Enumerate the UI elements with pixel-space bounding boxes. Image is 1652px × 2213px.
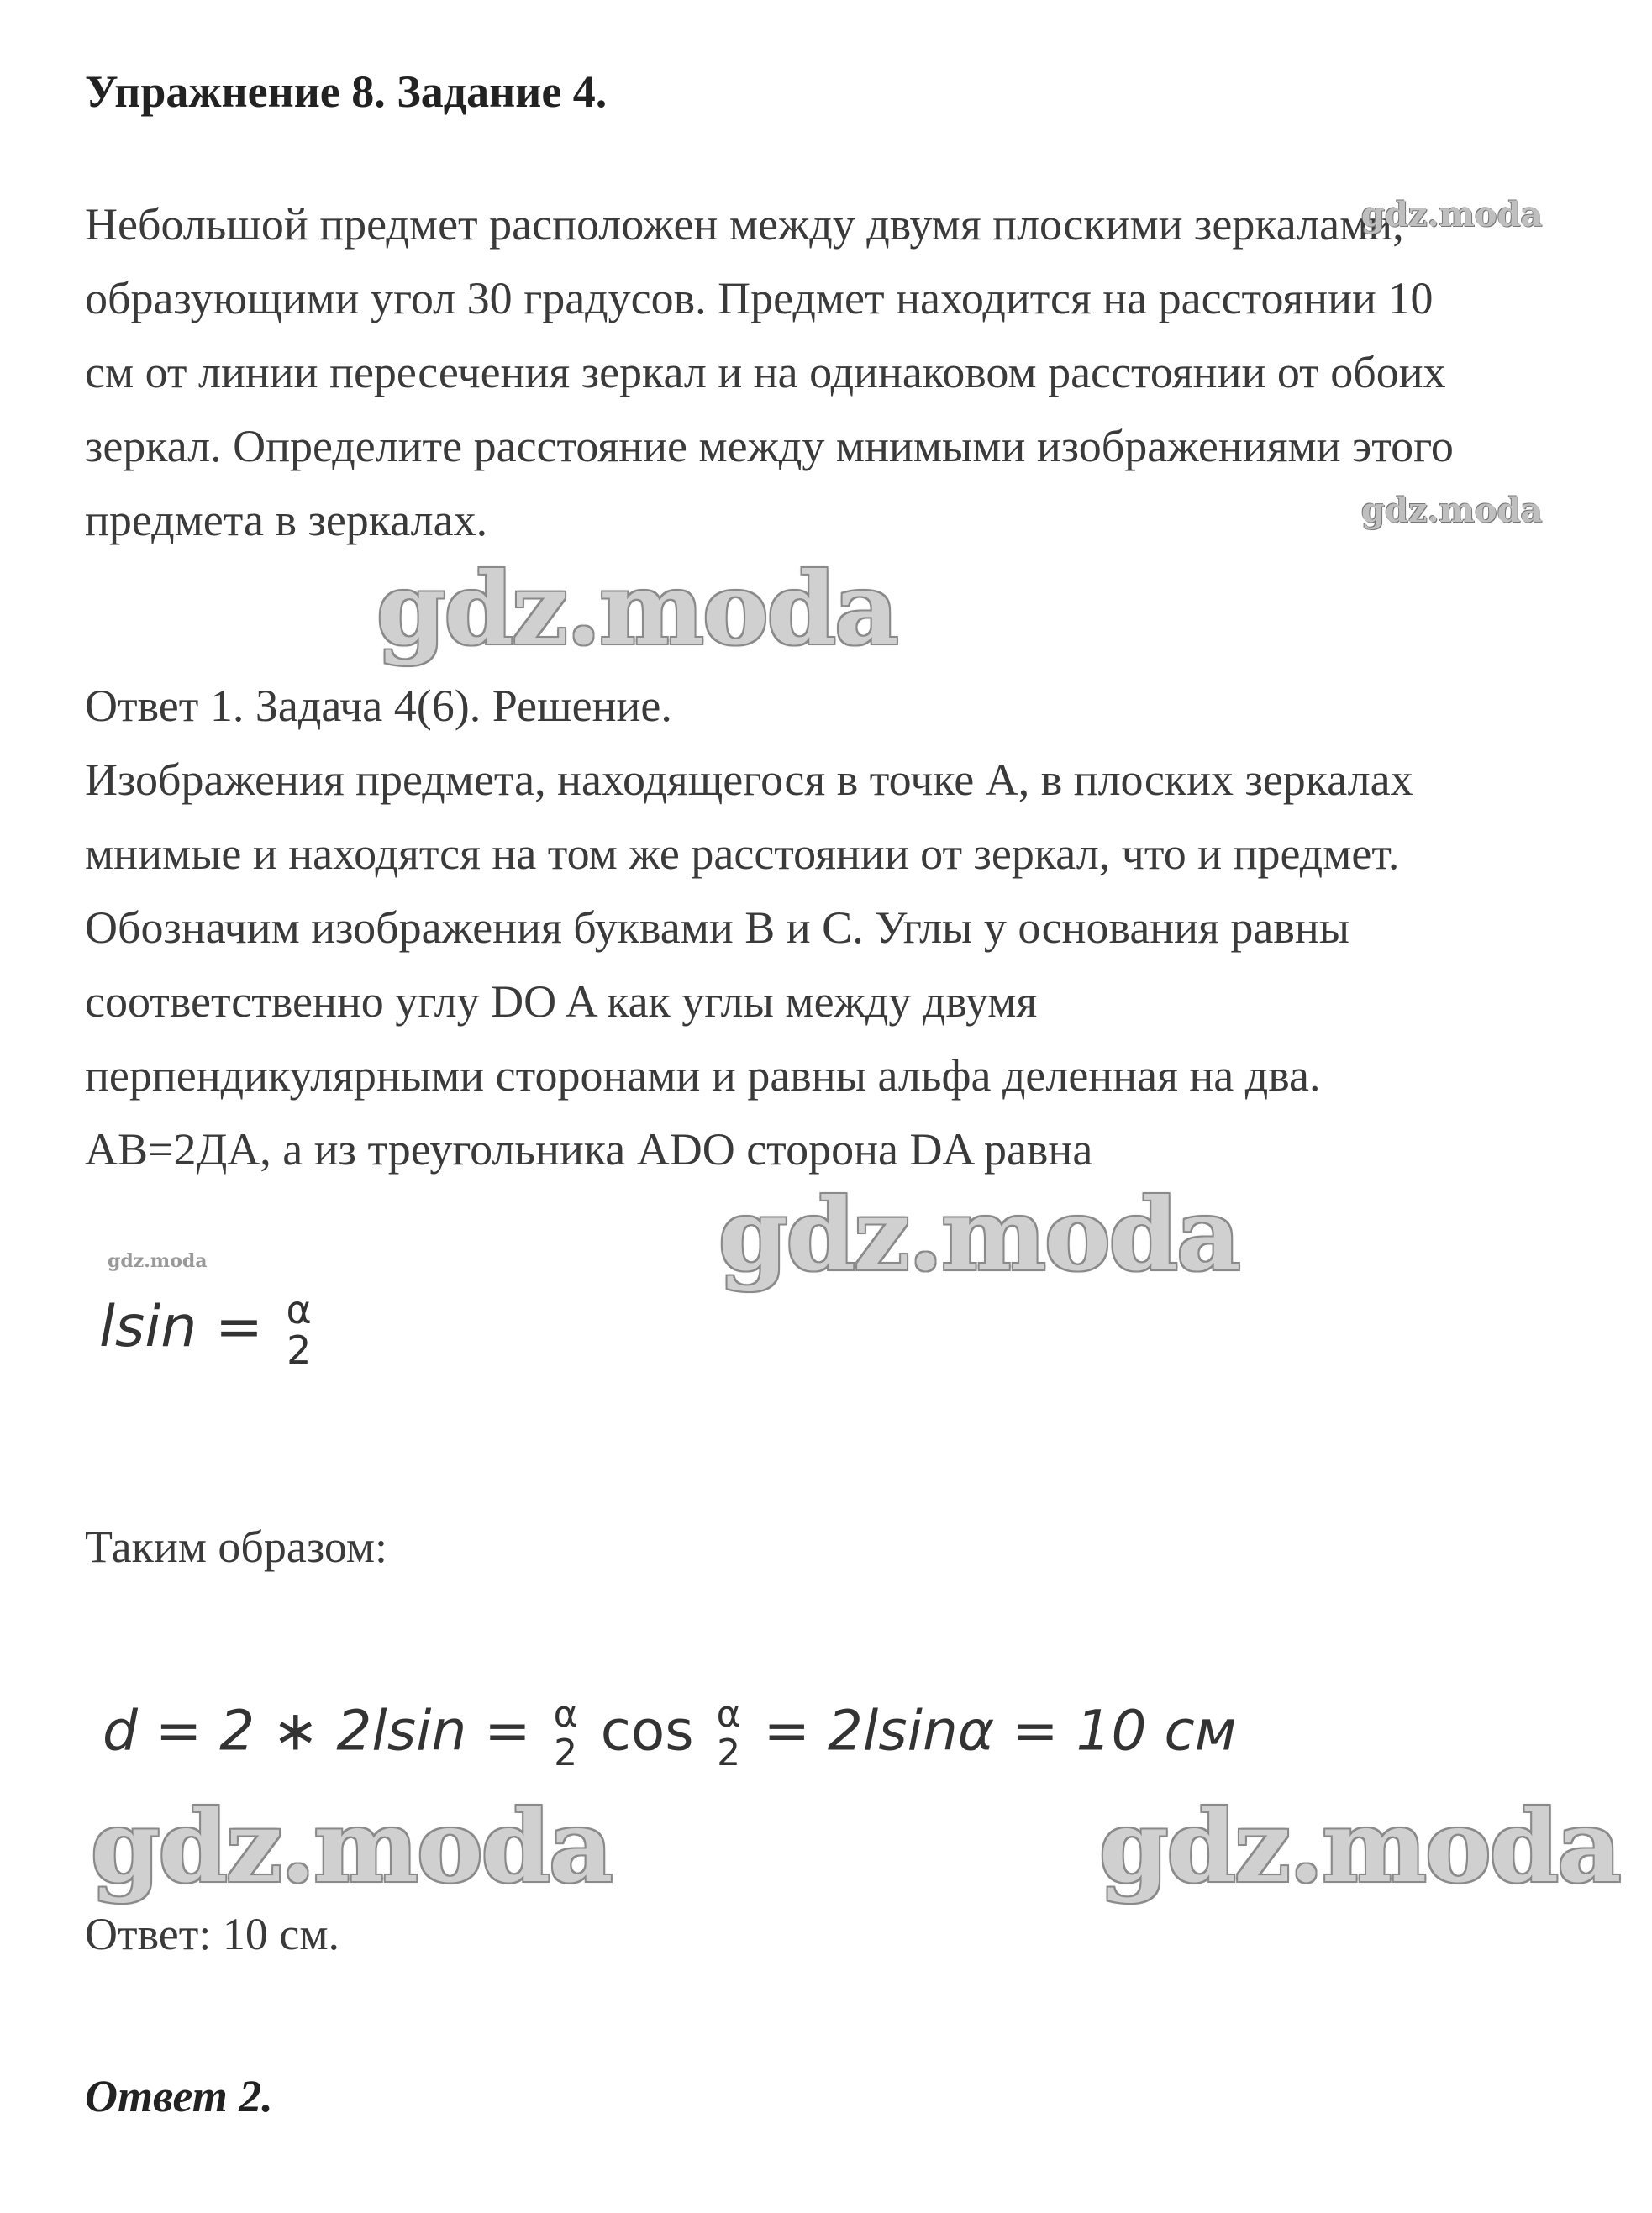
formula-part2: = 2lsinα = 10 см: [763, 1698, 1237, 1764]
fraction-alpha-over-two: [286, 1287, 312, 1374]
solution-line: мнимые и находятся на том же расстоянии от зеркал, что и предмет.: [85, 828, 1400, 879]
solution-line: Изображения предмета, находящегося в точке А, в плоских зеркалах: [85, 754, 1413, 805]
fraction-numerator: α: [716, 1693, 741, 1736]
problem-line: предмета в зеркалах.: [85, 495, 488, 545]
solution-line: Ответ 1. Задача 4(6). Решение.: [85, 681, 672, 731]
problem-statement: [85, 187, 1454, 557]
formula-lhs: lsin: [99, 1293, 197, 1360]
formula-distance: [103, 1695, 1237, 1773]
problem-line: Небольшой предмет расположен между двумя плоскими зеркалами,: [85, 199, 1404, 250]
solution-line: перпендикулярными сторонами и равны альфа деленная на два.: [85, 1050, 1321, 1101]
solution-line: AB=2ДА, а из треугольника ADO сторона DA равна: [85, 1124, 1093, 1175]
problem-line: см от линии пересечения зеркал и на одинаковом расстоянии от обоих: [85, 347, 1446, 397]
solution-line: соответственно углу DO A как углы между двумя: [85, 976, 1038, 1027]
watermark: gdz.moda: [376, 550, 897, 667]
problem-line: зеркал. Определите расстояние между мнимыми изображениями этого: [85, 421, 1454, 471]
solution-line: Обозначим изображения буквами В и С. Углы у основания равны: [85, 902, 1350, 953]
watermark: gdz.moda: [718, 1176, 1239, 1293]
fraction-numerator: α: [553, 1693, 578, 1736]
fraction-alpha-over-two: [717, 1695, 741, 1773]
answer-2-heading: Ответ 2.: [85, 2071, 273, 2121]
formula-part1: d = 2 ∗ 2lsin =: [103, 1698, 531, 1764]
fraction-alpha-over-two: [554, 1695, 578, 1773]
answer-text: [85, 1897, 339, 1971]
watermark: gdz.moda: [1361, 195, 1543, 234]
answer-line: Ответ: 10 см.: [85, 1909, 339, 1959]
problem-line: образующими угол 30 градусов. Предмет находится на расстоянии 10: [85, 273, 1434, 323]
thus-text: [85, 1510, 387, 1584]
formula-cos: cos: [600, 1698, 694, 1764]
fraction-denominator: 2: [717, 1732, 741, 1775]
watermark: gdz.moda: [108, 1250, 208, 1272]
watermark: gdz.moda: [1099, 1788, 1620, 1905]
thus-line: Таким образом:: [85, 1522, 388, 1572]
fraction-denominator: 2: [554, 1732, 578, 1775]
fraction-denominator: 2: [287, 1327, 312, 1374]
watermark: gdz.moda: [91, 1788, 612, 1905]
formula-lsin: [99, 1287, 317, 1374]
fraction-numerator: α: [286, 1287, 312, 1333]
formula-equals: =: [214, 1293, 263, 1360]
watermark: gdz.moda: [1361, 491, 1543, 530]
exercise-title: Упражнение 8. Задание 4.: [85, 66, 608, 117]
solution-text: [85, 669, 1413, 1186]
